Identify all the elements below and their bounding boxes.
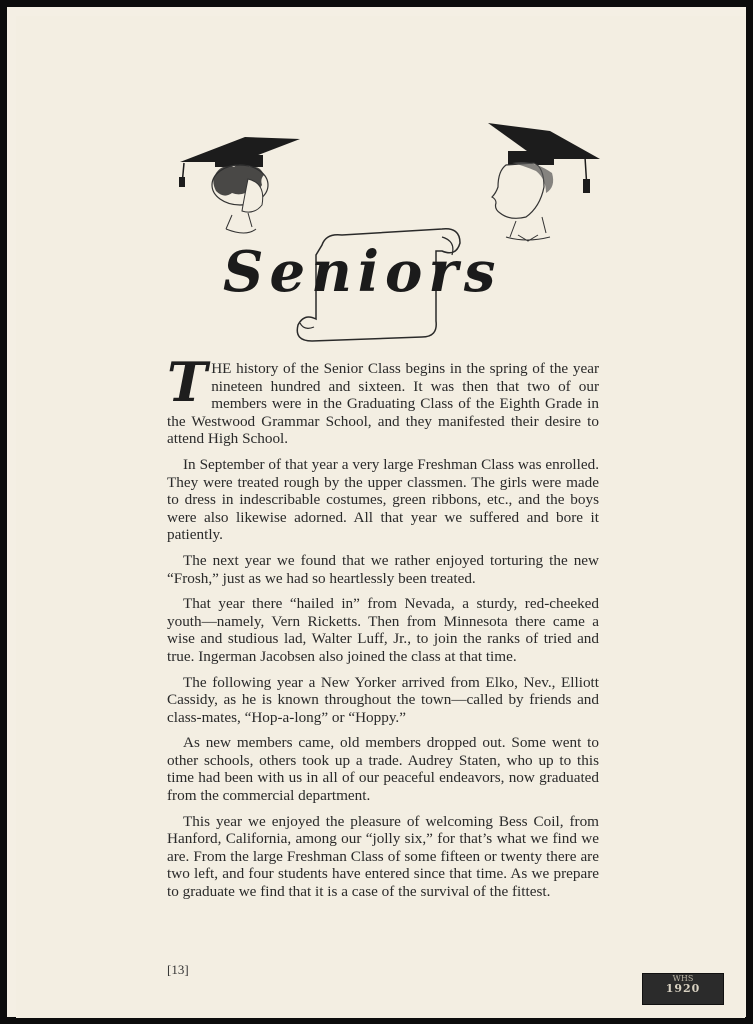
paragraph-5: The following year a New Yorker arrived from Elko, Nev., Elliott Cassidy, as he is known throughout the town—called by friends and class-mates, “Hop-a-long” or “Hoppy.” bbox=[167, 673, 599, 726]
paragraph-1 bbox=[167, 350, 599, 448]
paragraph-7: This year we enjoyed the pleasure of welcoming Bess Coil, from Hanford, California, among our “jolly six,” for that’s what we find we are. From the large Freshman Class of some fifteen or twenty there are two left, and four students have entered since that time. As we prepare to graduate we find that it is a case of the survival of the fittest. bbox=[167, 812, 599, 901]
yearbook-page bbox=[16, 16, 745, 1018]
girl-graduate-illustration bbox=[179, 137, 300, 233]
class-history-text bbox=[167, 350, 599, 909]
boy-graduate-illustration bbox=[488, 123, 600, 241]
stamp-year: 1920 bbox=[665, 982, 701, 995]
drop-cap: T bbox=[167, 350, 208, 414]
paragraph-1-text: HE history of the Senior Class begins in the spring of the year nineteen hundred and sixteen. It was then that two of our members were in the Graduating Class of the Eighth Grade in the Westwood Grammar School, and they manifested their desire to attend High School. bbox=[167, 360, 599, 448]
paragraph-6: As new members came, old members dropped out. Some went to other schools, others took up a trade. Audrey Staten, who up to this time had been with us in all of our peaceful endeavors, now graduated from the commercial department. bbox=[167, 734, 599, 805]
paragraph-3: The next year we found that we rather enjoyed torturing the new “Frosh,” just as we had so heartlessly been treated. bbox=[167, 551, 599, 587]
paragraph-2: In September of that year a very large Freshman Class was enrolled. They were treated rough by the upper classmen. The girls were made to dress in indescribable costumes, green ribbons, etc., and the boys were also likewise adorned. All that year we suffered and bore it patiently. bbox=[167, 455, 599, 544]
page-title: Seniors bbox=[223, 239, 502, 305]
paragraph-4: That year there “hailed in” from Nevada, a sturdy, red-cheeked youth—namely, Vern Ricketts. Then from Minnesota there came a wise and studious lad, Walter Luff, Jr., to join the ranks of tried and true. Ingerman Jacobsen also joined the class at that time. bbox=[167, 595, 599, 665]
stamp-letters: WHS bbox=[672, 974, 694, 983]
yearbook-stamp-logo bbox=[642, 973, 724, 1005]
page-number: [13] bbox=[167, 962, 189, 977]
